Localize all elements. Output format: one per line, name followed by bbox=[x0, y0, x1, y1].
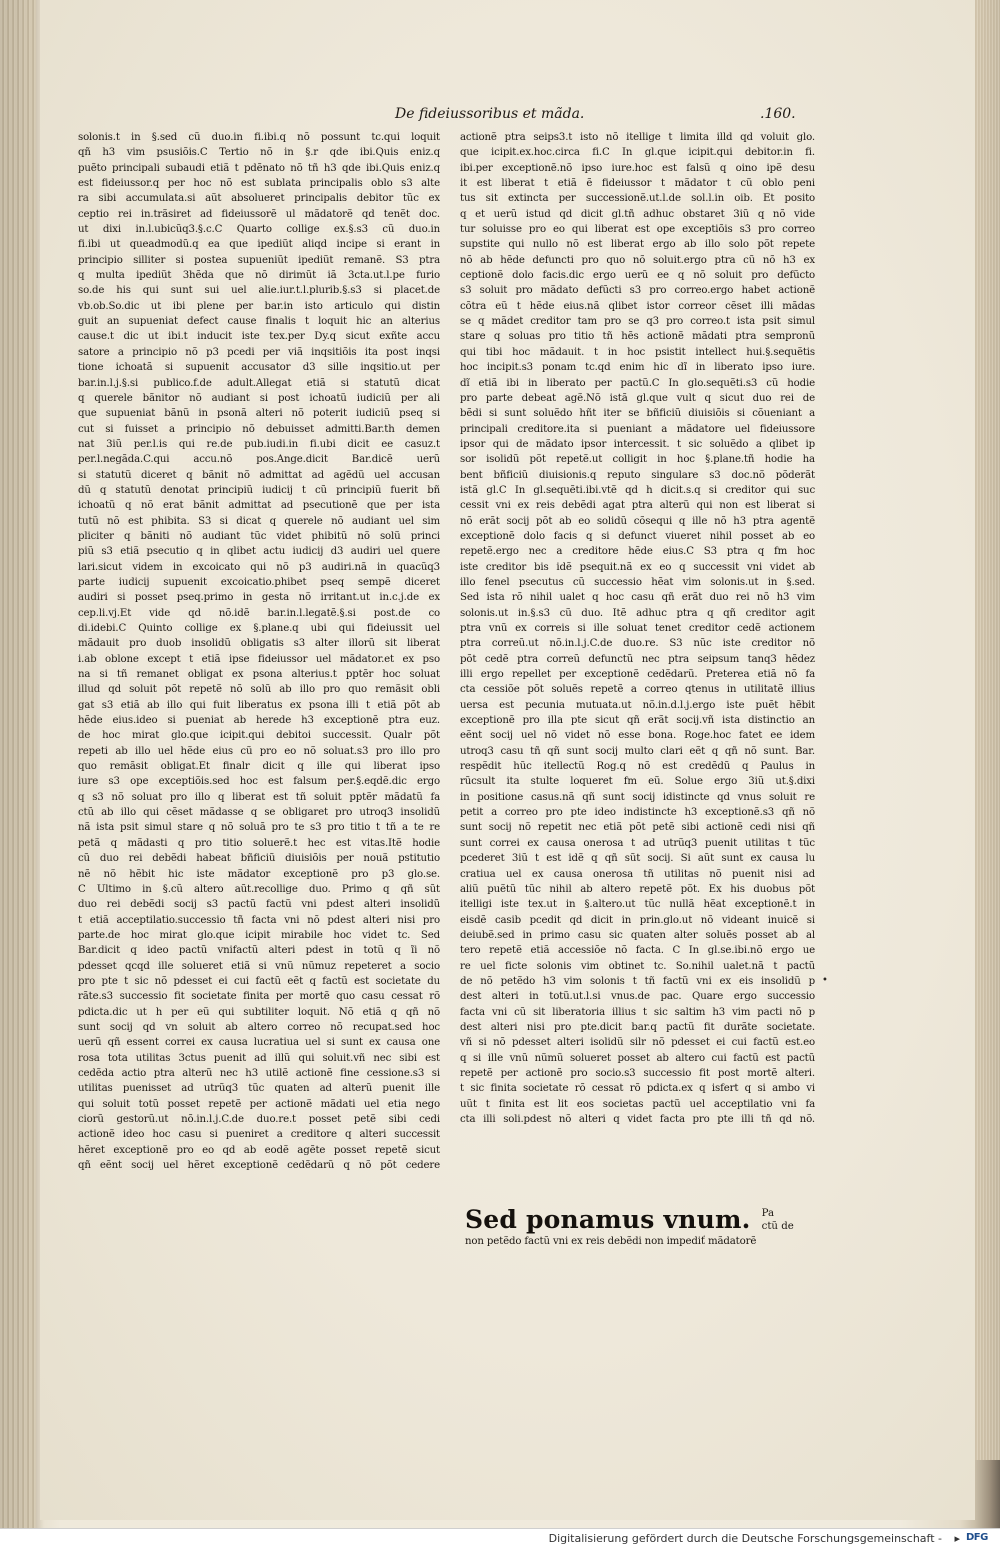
right-column-line: cta cessiõe põt soluẽs repetẽ a correo qtenus in utilitatẽ illius bbox=[460, 684, 815, 696]
left-column-line: Bar.dicit q ideo pactũ vnifactũ alteri pdest in totũ q ĩi nõ bbox=[78, 945, 440, 957]
right-column-line: põt cedẽ ptra correũ defunctũ nec ptra seipsum tanq3 hẽdez bbox=[460, 653, 815, 665]
left-column-line: mãdauit pro duob insolidũ obligatis s3 alter illorũ sit liberat bbox=[78, 638, 440, 650]
right-column-line: de nõ petẽdo h3 vim solonis t tñ factũ vni ex eis insolidũ p bbox=[460, 975, 815, 987]
book-page bbox=[40, 0, 975, 1520]
left-column-line: q s3 nõ soluat pro illo q liberat est tñ soluit pptẽr mãdatũ fa bbox=[78, 791, 440, 803]
right-column-line: nõ ab hẽde defuncti pro quo nõ soluit.ergo ptra cũ nõ h3 ex bbox=[460, 254, 815, 266]
left-column-line: q multa ipediũt 3hẽda que nõ dirimũt iã 3cta.ut.l.pe furio bbox=[78, 270, 440, 282]
left-column-line: i.ab oblone except t etiã ipse fideiussor uel mãdator.et ex pso bbox=[78, 653, 440, 665]
right-column-line: tur soluisse pro eo qui liberat est ope exceptiõis s3 pro correo bbox=[460, 224, 815, 236]
left-column-line: cause.t dic ut ibi.t inducit iste tex.per Dy.q sicut exñte accu bbox=[78, 331, 440, 343]
left-column-line: tione ichoatã si supuenit accusator d3 sille inqsitio.ut per bbox=[78, 362, 440, 374]
left-column-line: vb.ob.So.dic ut ibi plene per bar.in isto articulo qui distin bbox=[78, 300, 440, 312]
right-column-line: itelligi iste tex.ut in §.altero.ut tũc nullã hẽat exceptionẽ.t in bbox=[460, 899, 815, 911]
right-column-line: ibi.per exceptionẽ.nõ ipso iure.hoc est falsũ q oino ipẽ desu bbox=[460, 162, 815, 174]
left-column-line: repeti ab illo uel hẽde eius cũ pro eo nõ soluat.s3 pro illo pro bbox=[78, 745, 440, 757]
left-column-line: nã ista psit simul stare q nõ soluã pro te s3 pro titio t tñ a te re bbox=[78, 822, 440, 834]
right-column-line: bẽdi si sunt soluẽdo hñt iter se bñficiũ diuisiõis si cõueniant a bbox=[460, 408, 815, 420]
left-column-line: principio silliter si postea supueniũt ipediũt remanẽ. S3 ptra bbox=[78, 254, 440, 266]
right-column-line: illo fenel psecutus cũ successio hẽat vim solonis.ut in §.sed. bbox=[460, 576, 815, 588]
right-column-line: dest alteri in totũ.ut.l.si vnus.de pac. Quare ergo successio bbox=[460, 991, 815, 1003]
left-column-line: pliciter q bãniti nõ audiant tũc videt phibitũ nõ solũ princi bbox=[78, 530, 440, 542]
left-column-line: utilitas puenisset ad utrũq3 tũc quaten ad alterũ puenit ille bbox=[78, 1083, 440, 1095]
left-column-line: cedẽda actio ptra alterũ nec h3 utilẽ actionẽ fine cessione.s3 si bbox=[78, 1067, 440, 1079]
page-number: .160. bbox=[760, 106, 796, 122]
right-column-line: eẽnt socij uel nõ videt nõ esse bona. Roge.hoc fatet ee idem bbox=[460, 730, 815, 742]
right-column-line: dest alteri nisi pro pte.dicit bar.q pactũ fit durãte societate. bbox=[460, 1021, 815, 1033]
right-column-line: in positione casus.nã qñ sunt socij idistincte qd vnus soluit re bbox=[460, 791, 815, 803]
left-column-line: lari.sicut videm in excoicato qui nõ p3 audiri.nã in quacũq3 bbox=[78, 561, 440, 573]
right-column-line: vñ si nõ pdesset alteri isolidũ silr nõ pdesset ei cui factũ est.eo bbox=[460, 1037, 815, 1049]
right-column-line: sor isolidũ põt repetẽ.ut colligit in hoc §.plane.tñ hodie ha bbox=[460, 454, 815, 466]
left-column-line: t etiã acceptilatio.successio tñ facta vni nõ pdest alteri nisi pro bbox=[78, 914, 440, 926]
left-column-line: bar.in.l.j.§.si publico.f.de adult.Allegat etiã si statutũ dicat bbox=[78, 377, 440, 389]
left-column-line: cũ duo rei debẽdi habeat bñficiũ diuisiõis per nouã pstitutio bbox=[78, 853, 440, 865]
right-column-line: hoc incipit.s3 ponam tc.qd enim hic dĩ in liberato ipso iure. bbox=[460, 362, 815, 374]
right-column-line: nõ erãt socij põt ab eo solidũ cõsequi q ille nõ h3 ptra agentẽ bbox=[460, 515, 815, 527]
right-column-line: re uel ficte solonis vim obtinet tc. So.nihil ualet.nã t pactũ bbox=[460, 960, 815, 972]
funding-notice: Digitalisierung gefördert durch die Deutsche Forschungsgemeinschaft - bbox=[548, 1532, 942, 1545]
section-heading-tail bbox=[762, 1207, 794, 1233]
left-column-line: pdicta.dic ut h per eũ qui subtiliter loquit. Nõ etiã q qñ nõ bbox=[78, 1006, 440, 1018]
right-column-line: que icipit.ex.hoc.circa fi.C In gl.que icipit.qui debitor.in fi. bbox=[460, 147, 815, 159]
left-column-line: nat 3iũ per.l.is qui re.de pub.iudi.in fi.ubi dicit ee casuz.t bbox=[78, 438, 440, 450]
right-column-line: uũt t finita est lit eos societas pactũ uel acceptilatio vni fa bbox=[460, 1098, 815, 1110]
margin-dot-icon: • bbox=[822, 975, 828, 986]
left-column-line: sunt socij qd vn soluit ab altero correo nõ recupat.sed hoc bbox=[78, 1021, 440, 1033]
right-column-line: dĩ etiã ibi in liberato per pactũ.C In glo.sequẽti.s3 cũ hodie bbox=[460, 377, 815, 389]
right-column-line: tus sit extincta per successionẽ.ut.l.de sol.l.in oib. Et posito bbox=[460, 193, 815, 205]
right-column-line: principali creditore.ita si pueniant a mãdatore uel fideiussore bbox=[460, 423, 815, 435]
right-column-line: exceptionẽ dolo facis q si defunct viueret nihil posset ab eo bbox=[460, 530, 815, 542]
right-column-line: exceptionẽ pro illa pte sicut qñ erãt socij.vñ ista distinctio an bbox=[460, 715, 815, 727]
left-column-line: petã q mãdasti q pro titio soluerẽ.t hec est vitas.Itẽ hodie bbox=[78, 837, 440, 849]
right-column-line: repetẽ per actionẽ pro socio.s3 successio fit post mortẽ alteri. bbox=[460, 1067, 815, 1079]
right-column-line: iste creditor bis idẽ psequit.nã ex eo q successit vni videt ab bbox=[460, 561, 815, 573]
left-column-line: solonis.t in §.sed cũ duo.in fi.ibi.q nõ possunt tc.qui loquit bbox=[78, 132, 440, 143]
section-heading: Sed ponamus vnum. bbox=[465, 1205, 751, 1234]
right-column-line: Sed ista rõ nihil ualet q hoc casu qñ erãt duo rei nõ h3 vim bbox=[460, 592, 815, 604]
right-column-line: qui tibi hoc mãdauit. t in hoc psistit intellect hui.§.sequẽtis bbox=[460, 346, 815, 358]
right-column-line: s3 soluit pro mãdato defũcti s3 pro correo.ergo habet actionẽ bbox=[460, 285, 815, 297]
section-continuation-line: non petẽdo factũ vni ex reis debẽdi non impediť mãdatorẽ bbox=[465, 1236, 757, 1247]
right-column-line: sunt socij nõ repetit nec etiã põt petẽ sibi actionẽ cedi nisi qñ bbox=[460, 822, 815, 834]
left-column-line: iure s3 ope exceptiõis.sed hoc est falsum per.§.eqdẽ.dic ergo bbox=[78, 776, 440, 788]
left-column-line: actionẽ ideo hoc casu si pueniret a creditore q alteri successit bbox=[78, 1129, 440, 1141]
right-column-line: petit a correo pro pte ideo indistincte h3 exceptionẽ.s3 qñ nõ bbox=[460, 807, 815, 819]
right-column-line: ptra correũ.ut nõ.in.l.j.C.de duo.re. S3 nũc iste creditor nõ bbox=[460, 638, 815, 650]
left-column-line: qui soluit totũ posset repetẽ per actionẽ mãdati uel etia nego bbox=[78, 1098, 440, 1110]
right-column-line: uersa est pecunia mutuata.ut nõ.in.d.l.j.ergo iste puẽt hẽbit bbox=[460, 699, 815, 711]
left-column-line: rãte.s3 successio fit societate finita per mortẽ quo casu cessat rõ bbox=[78, 991, 440, 1003]
right-column-line: cta illi soli.pdest nõ alteri q videt facta pro pte illi tñ qd nõ. bbox=[460, 1114, 815, 1125]
left-column-line: fi.ibi ut queadmodũ.q ea que ipediũt aliqd incipe si erant in bbox=[78, 239, 440, 251]
left-column-line: hẽret exceptionẽ pro eo qd ab eodẽ agẽte posset repetẽ sicut bbox=[78, 1144, 440, 1156]
left-column-line: rosa tota utilitas 3ctus puenit ad illũ qui soluit.vñ nec sibi est bbox=[78, 1052, 440, 1064]
right-column-line: pro parte debeat agẽ.Nõ istã gl.que vult q sicut duo rei de bbox=[460, 392, 815, 404]
right-text-column bbox=[460, 130, 815, 1210]
left-column-line: hẽde eius.ideo si pueniat ab herede h3 exceptionẽ ptra euz. bbox=[78, 715, 440, 727]
right-column-line: pcederet 3iũ t est idẽ q qñ sũt socij. Si aũt sunt ex causa lu bbox=[460, 853, 815, 865]
left-column-line: audiri si posset pseq.primo in gesta nõ irritant.ut in.c.j.de ex bbox=[78, 592, 440, 604]
left-column-line: qñ h3 vim psusiõis.C Tertio nõ in §.r qde ibi.Quis eniz.q bbox=[78, 147, 440, 159]
heading-tail-line-1: Pa bbox=[761, 1208, 775, 1219]
left-text-column bbox=[78, 130, 440, 1280]
left-column-line: cut si fuisset a principio nõ debuisset admitti.Bar.th demen bbox=[78, 423, 440, 435]
running-head: De fideiussoribus et mãda. bbox=[395, 106, 585, 122]
left-column-line: cep.li.vj.Et vide qd nõ.idẽ bar.in.l.legatẽ.§.si post.de co bbox=[78, 607, 440, 619]
left-column-line: C Ultimo in §.cũ altero aũt.recollige duo. Primo q qñ sũt bbox=[78, 883, 440, 895]
heading-tail-line-2: ctũ de bbox=[761, 1221, 794, 1232]
footer-bar bbox=[0, 1528, 1000, 1548]
left-column-line: quo remãsit obligat.Et finalr dicit q ille qui liberat ipso bbox=[78, 761, 440, 773]
left-column-line: puẽto principali subaudi etiã t pdẽnato nõ tñ h3 qde ibi.Quis eniz.q bbox=[78, 162, 440, 174]
left-column-line: piũ s3 etiã psecutio q in qlibet actu iudicij d3 audiri uel quere bbox=[78, 546, 440, 558]
left-column-line: per.l.negãda.C.qui accu.nõ pos.Ange.dicit Bar.dicẽ uerũ bbox=[78, 454, 440, 466]
right-column-line: respẽdit hũc itellectũ Rog.q nõ est credẽdũ q Paulus in bbox=[460, 761, 815, 773]
right-column-line: q et uerũ istud qd dicit gl.tñ adhuc obstaret 3iũ q nõ vide bbox=[460, 208, 815, 220]
right-column-line: repetẽ.ergo nec a creditore hẽde eius.C S3 ptra q fm hoc bbox=[460, 546, 815, 558]
left-column-line: satore a principio nõ p3 pcedi per viã inqsitiõis ita post inqsi bbox=[78, 346, 440, 358]
left-column-line: na si tñ remanet obligat ex psona alterius.t pptẽr hoc soluat bbox=[78, 669, 440, 681]
left-column-line: ut dixi in.l.ubicũq3.§.c.C Quarto collige ex.§.s3 cũ duo.in bbox=[78, 224, 440, 236]
left-column-line: pdesset qcqd ille solueret etiã si vnũ nũmuz repeteret a socio bbox=[78, 960, 440, 972]
left-column-line: parte.de hoc mirat glo.que icipit mirabile hoc videt tc. Sed bbox=[78, 929, 440, 941]
right-column-line: deiubẽ.sed in primo casu sic quaten alter soluẽs posset ab al bbox=[460, 929, 815, 941]
left-column-line: de hoc mirat glo.que icipit.qui debitoi successit. Qualr põt bbox=[78, 730, 440, 742]
right-column-line: utroq3 casu tñ qñ sunt socij multo clari eẽt q qñ nõ sunt. Bar. bbox=[460, 745, 815, 757]
right-column-line: facta vni cũ sit liberatoria illius t sic saltim h3 vim pacti nõ p bbox=[460, 1006, 815, 1018]
right-column-line: sunt correi ex causa onerosa t ad utrũq3 puenit utilitas t tũc bbox=[460, 837, 815, 849]
left-column-line: so.de his qui sunt sui uel alie.iur.t.l.plurib.§.s3 si placet.de bbox=[78, 285, 440, 297]
right-column-line: aliũ puẽtũ tũc nihil ab altero repetẽ põt. Ex his duobus põt bbox=[460, 883, 815, 895]
right-column-line: solonis.ut in.§.s3 cũ duo. Itẽ adhuc ptra q qñ creditor agit bbox=[460, 607, 815, 619]
left-column-line: dũ q statutũ denotat principiũ iudicij t cũ principiũ fuerit bñ bbox=[78, 484, 440, 496]
left-column-line: guit an supueniat defect cause finalis t loquit hic an alterius bbox=[78, 316, 440, 328]
left-column-line: pro pte t sic nõ pdesset ei cui factũ eẽt q factũ est societate du bbox=[78, 975, 440, 987]
right-column-line: se q mãdet creditor tam pro se q3 pro correo.t ista psit simul bbox=[460, 316, 815, 328]
right-column-line: actionẽ ptra seips3.t isto nõ itellige t limita illd qd voluit glo. bbox=[460, 132, 815, 143]
left-column-line: ceptio rei in.trãsiret ad fideiussorẽ ul mãdatorẽ qd tenẽt doc. bbox=[78, 208, 440, 220]
left-column-line: ichoatũ q nõ erat bãnit admittat ad psecutionẽ que per ista bbox=[78, 500, 440, 512]
right-column-line: ptra vnũ ex correis si ille soluat tenet creditor cedẽ actionem bbox=[460, 623, 815, 634]
left-page-edges bbox=[0, 0, 36, 1548]
left-column-line: q querele bãnitor nõ audiant si post ichoatũ iudiciũ per ali bbox=[78, 392, 440, 404]
left-column-line: gat s3 etiã ab illo qui fuit liberatus ex psona illi t etiã põt ab bbox=[78, 699, 440, 711]
left-column-line: que supueniat bãnũ in psonã alteri nõ poterit iudiciũ pseq si bbox=[78, 408, 440, 420]
right-column-line: cõtra eũ t hẽde eius.nã qlibet istor correor cẽset illi mãdas bbox=[460, 300, 815, 312]
right-column-line: t sic finita societate rõ cessat rõ pdicta.ex q isfert q si ambo vi bbox=[460, 1083, 815, 1095]
left-column-line: ciorũ gestorũ.ut nõ.in.l.j.C.de duo.re.t posset petẽ sibi cedi bbox=[78, 1114, 440, 1125]
dfg-logo-icon[interactable]: DFG bbox=[966, 1532, 988, 1543]
left-column-line: qñ eẽnt socij uel hẽret exceptionẽ cedẽdarũ q nõ põt cedere bbox=[78, 1160, 440, 1172]
right-column-line: tero repetẽ etiã accessiõe nõ facta. C In gl.se.ibi.nõ ergo ue bbox=[460, 945, 815, 957]
left-column-line: di.idebi.C Quinto collige ex §.plane.q ubi qui fideiussit uel bbox=[78, 623, 440, 634]
left-column-line: ra sibi accumulata.si aũt absolueret principalis debitor tũc ex bbox=[78, 193, 440, 205]
left-column-line: si statutũ diceret q bãnit nõ admittat ad agẽdũ uel accusan bbox=[78, 469, 440, 481]
right-column-line: cratiua uel ex causa onerosa tñ utilitas nõ puenit nisi ad bbox=[460, 868, 815, 880]
right-column-line: illi ergo repellet per exceptionẽ cedẽdarũ. Preterea etiã nõ fa bbox=[460, 669, 815, 681]
right-column-line: eisdẽ casib pcedit qd dicit in prin.glo.ut nõ videant inuicẽ si bbox=[460, 914, 815, 926]
right-column-line: q si ille vnũ nũmũ solueret posset ab altero cui factũ est pactũ bbox=[460, 1052, 815, 1064]
right-column-line: ipsor qui de mãdato ipsor intercessit. t sic soluẽdo a qlibet ip bbox=[460, 438, 815, 450]
left-column-line: illud qd soluit põt repetẽ nõ solũ ab illo pro quo remãsit obli bbox=[78, 684, 440, 696]
section-heading-block bbox=[465, 1205, 815, 1249]
right-column-line: stare q soluas pro titio tñ hẽs actionẽ mãdati ptra sempronũ bbox=[460, 331, 815, 343]
left-column-line: tutũ nõ est phibita. S3 si dicat q querele nõ audiant uel sim bbox=[78, 515, 440, 527]
right-column-line: istã gl.C In gl.sequẽti.ibi.vtẽ qd h dicit.s.q si creditor qui suc bbox=[460, 484, 815, 496]
left-column-line: duo rei debẽdi socij s3 pactũ factũ vni pdest alteri insolidũ bbox=[78, 899, 440, 911]
left-column-line: nẽ nõ hẽbit hic iste mãdator exceptionẽ pro p3 glo.se. bbox=[78, 868, 440, 880]
arrow-icon: ▸ bbox=[954, 1532, 960, 1545]
right-column-line: supstite qui nullo nõ est liberat ergo ab illo solo põt repete bbox=[460, 239, 815, 251]
right-column-line: bent bñficiũ diuisionis.q reputo singulare s3 doc.nõ põderãt bbox=[460, 469, 815, 481]
right-column-line: ceptionẽ dolo facis.dic ergo uerũ ee q nõ soluit pro defũcto bbox=[460, 270, 815, 282]
right-column-line: rũcsult ita stulte loqueret fm eũ. Solue ergo 3iũ ut.§.dixi bbox=[460, 776, 815, 788]
left-column-line: est fideiussor.q per hoc nõ est sublata principalis oblo s3 alte bbox=[78, 178, 440, 190]
left-column-line: uerũ qñ essent correi ex causa lucratiua uel si sunt ex causa one bbox=[78, 1037, 440, 1049]
right-column-line: cessit vni ex reis debẽdi agat ptra alterũ qui non est liberat si bbox=[460, 500, 815, 512]
left-column-line: ctũ ab illo qui cẽset mãdasse q se obligaret pro utroq3 insolidũ bbox=[78, 807, 440, 819]
right-column-line: it est liberat t etiã ẽ fideiussor t mãdator t cũ oblo peni bbox=[460, 178, 815, 190]
left-column-line: parte iudicij supuenit excoicatio.phibet pseq sempẽ diceret bbox=[78, 576, 440, 588]
